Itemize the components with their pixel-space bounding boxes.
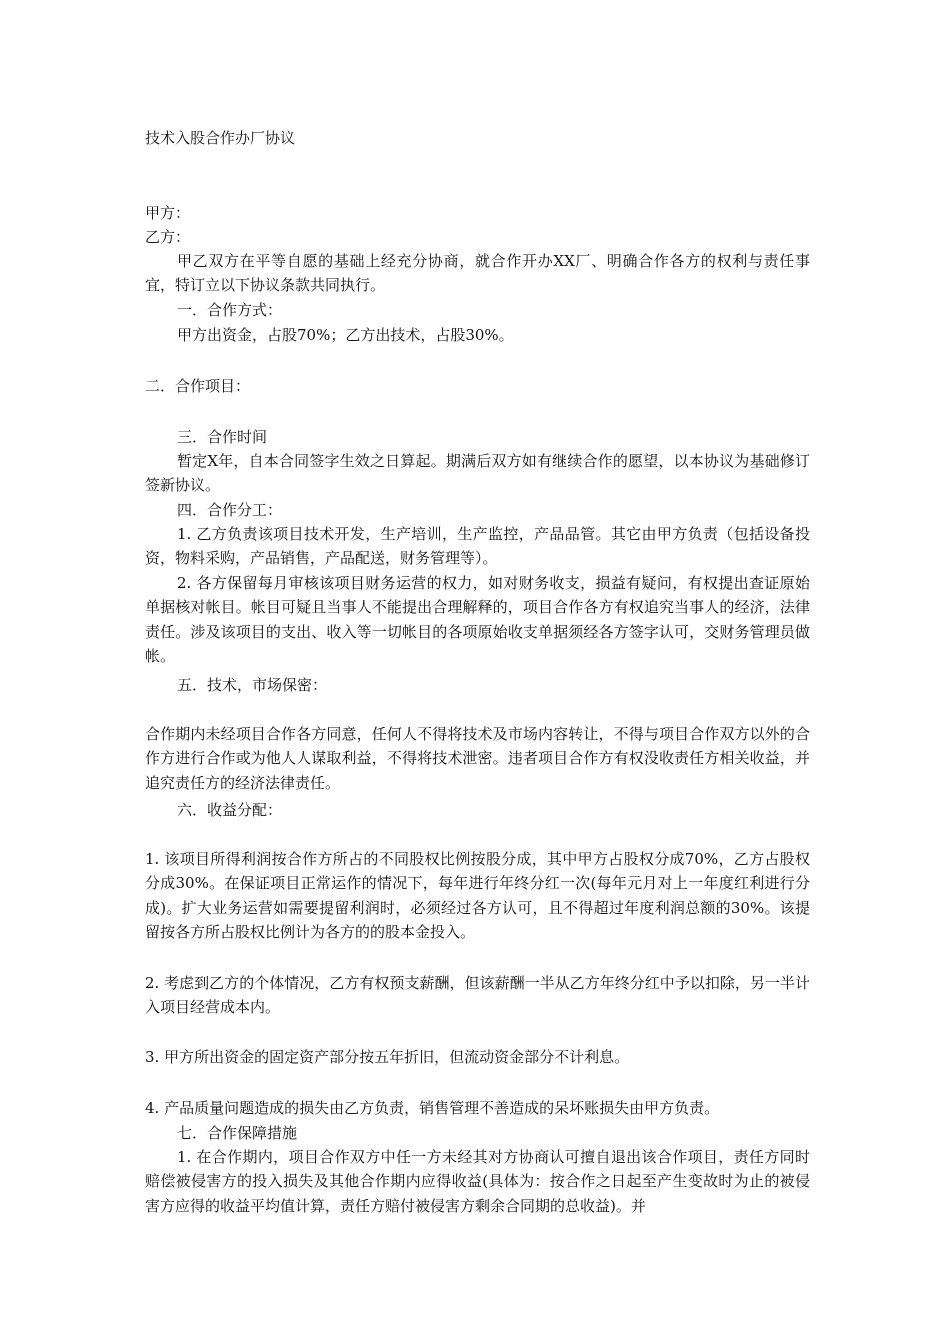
section-3-heading: 三．合作时间	[177, 428, 268, 446]
section-4-item-1: 1. 乙方负责该项目技术开发，生产培训，生产监控，产品品管。其它由甲方负责（包括设备投资，物料采购，产品销售，产品配送，财务管理等）。	[145, 525, 810, 568]
section-6-heading: 六．收益分配：	[177, 801, 283, 819]
section-7-heading: 七．合作保障措施	[177, 1124, 298, 1142]
party-a-label: 甲方：	[145, 204, 191, 222]
section-6-item-2: 2. 考虑到乙方的个体情况，乙方有权预支薪酬，但该薪酬一半从乙方年终分红中予以扣除，另一半计入项目经营成本内。	[145, 974, 810, 1017]
party-b-label: 乙方：	[145, 228, 191, 246]
section-4-heading: 四．合作分工：	[177, 501, 283, 519]
section-7-item-1: 1. 在合作期内，项目合作双方中任一方未经其对方协商认可擅自退出该合作项目，责任方同时赔偿被侵害方的投入损失及其他合作期内应得收益(具体为：按合作之日起至产生变故时为止的被侵害方应得的收益平均值计算，责任方赔付被侵害方剩余合同期的总收益)。并	[145, 1148, 810, 1215]
section-1-body: 甲方出资金，占股70%；乙方出技术，占股30%。	[177, 326, 514, 344]
section-6-item-4: 4. 产品质量问题造成的损失由乙方负责，销售管理不善造成的呆坏账损失由甲方负责。	[145, 1099, 720, 1117]
section-1-heading: 一．合作方式：	[177, 301, 283, 319]
section-6-item-3: 3. 甲方所出资金的固定资产部分按五年折旧，但流动资金部分不计利息。	[145, 1048, 630, 1066]
section-4-item-2: 2. 各方保留每月审核该项目财务运营的权力，如对财务收支，损益有疑问，有权提出查证原始单据核对帐目。帐目可疑且当事人不能提出合理解释的，项目合作各方有权追究当事人的经济，法律责任。涉及该项目的支出、收入等一切帐目的各项原始收支单据须经各方签字认可，交财务管理员做帐。	[145, 574, 810, 665]
section-3-body: 暂定X年，自本合同签字生效之日算起。期满后双方如有继续合作的愿望，以本协议为基础修订签新协议。	[145, 452, 810, 495]
section-5-body: 合作期内未经项目合作各方同意，任何人不得将技术及市场内容转让，不得与项目合作双方以外的合作方进行合作或为他人人谋取利益，不得将技术泄密。违者项目合作方有权没收责任方相关收益，并追究责任方的经济法律责任。	[145, 725, 810, 792]
document-title: 技术入股合作办厂协议	[145, 129, 296, 147]
section-5-heading: 五．技术，市场保密：	[177, 676, 328, 694]
intro-paragraph: 甲乙双方在平等自愿的基础上经充分协商，就合作开办XX厂、明确合作各方的权利与责任事宜，特订立以下协议条款共同执行。	[145, 252, 810, 295]
section-2-heading: 二．合作项目：	[145, 377, 251, 395]
section-6-item-1: 1. 该项目所得利润按合作方所占的不同股权比例按股分成，其中甲方占股权分成70%，乙方占股权分成30%。在保证项目正常运作的情况下，每年进行年终分红一次(每年元月对上一年度红利进行分成)。扩大业务运营如需要提留利润时，必须经过各方认可，且不得超过年度利润总额的30%。该提留按各方所占股权比例计为各方的的股本金投入。	[145, 850, 810, 941]
